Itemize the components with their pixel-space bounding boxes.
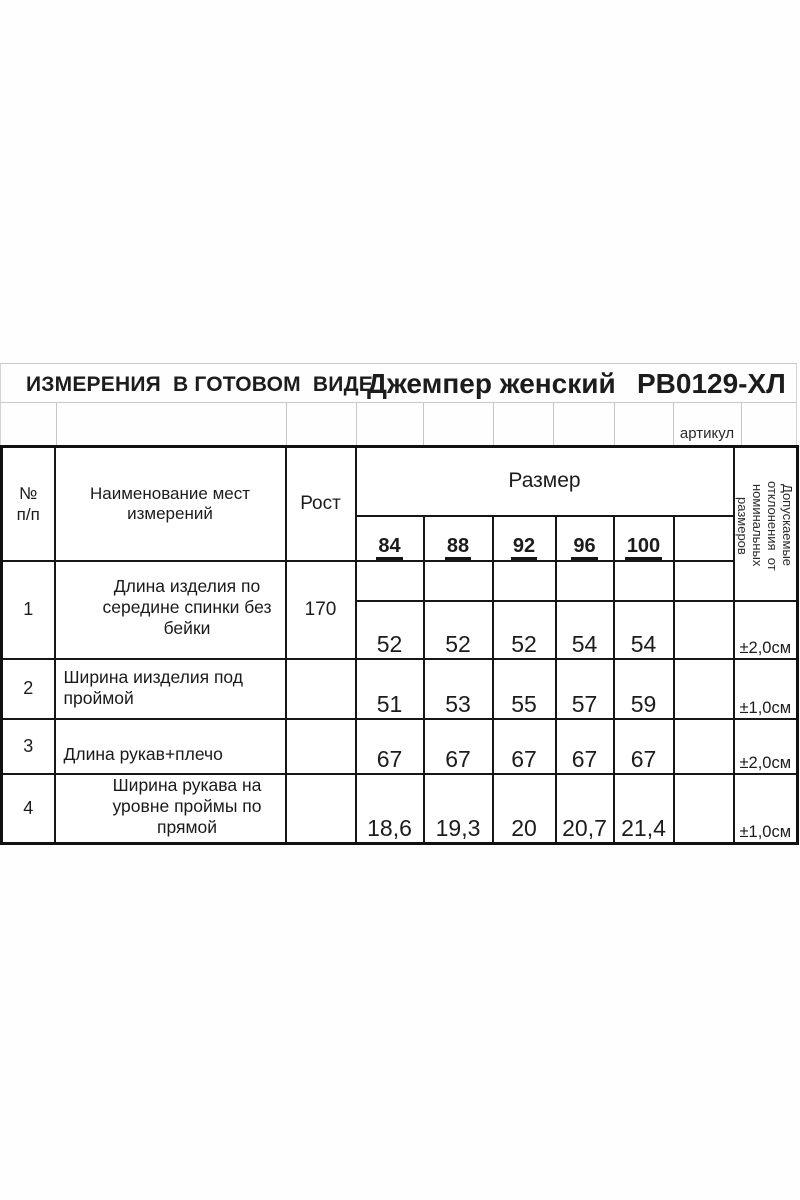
number-header-line1: № <box>19 483 38 503</box>
row1-height: 170 <box>286 561 356 659</box>
row4-value-size92: 20 <box>493 774 556 844</box>
row4-height <box>286 774 356 844</box>
size-header-blank <box>674 516 734 561</box>
product-article-code: РВ0129-ХЛ <box>637 368 786 399</box>
row4-blank-cell <box>674 774 734 844</box>
row3-value-size96: 67 <box>556 719 614 774</box>
row1-value-size84: 52 <box>356 601 424 659</box>
row3-value-size100: 67 <box>614 719 674 774</box>
col-header-number <box>2 447 55 561</box>
tolerance-line: размеров <box>735 496 751 555</box>
row2-blank-cell <box>674 659 734 719</box>
row1-spacer-cell <box>674 561 734 601</box>
size-value: 100 <box>625 536 662 560</box>
row2-number: 2 <box>2 659 55 719</box>
row2-value-size92: 55 <box>493 659 556 719</box>
row2-value-size88: 53 <box>424 659 493 719</box>
row3-number: 3 <box>2 719 55 774</box>
grid-line <box>741 403 742 445</box>
size-value: 84 <box>376 536 402 560</box>
row1-value-size88: 52 <box>424 601 493 659</box>
tolerance-line: отклонения от <box>765 480 781 571</box>
row2-height <box>286 659 356 719</box>
tolerance-header-rotated-text <box>735 448 797 598</box>
size-header-88 <box>424 516 493 561</box>
size-value: 96 <box>571 536 597 560</box>
row1-blank-cell <box>674 601 734 659</box>
col-header-size-group: Размер <box>356 447 734 516</box>
row1-spacer-cell <box>556 561 614 601</box>
size-header-92 <box>493 516 556 561</box>
row2-value-size100: 59 <box>614 659 674 719</box>
row3-tolerance: ±2,0см <box>734 719 798 774</box>
row1-value-size96: 54 <box>556 601 614 659</box>
article-strip <box>0 403 797 445</box>
row3-measurement-name: Длина рукав+плечо <box>55 719 286 774</box>
row1-value-size92: 52 <box>493 601 556 659</box>
col-header-height: Рост <box>286 447 356 561</box>
row3-value-size92: 67 <box>493 719 556 774</box>
row3-blank-cell <box>674 719 734 774</box>
row2-tolerance: ±1,0см <box>734 659 798 719</box>
size-value: 88 <box>445 536 471 560</box>
row4-tolerance: ±1,0см <box>734 774 798 844</box>
size-header-96 <box>556 516 614 561</box>
row2-measurement-name: Ширина иизделия под проймой <box>55 659 286 719</box>
number-header-line2: п/п <box>16 504 40 524</box>
row1-spacer-cell <box>614 561 674 601</box>
row1-spacer-cell <box>493 561 556 601</box>
row4-value-size88: 19,3 <box>424 774 493 844</box>
sheet-title: ИЗМЕРЕНИЯ В ГОТОВОМ ВИДЕ <box>26 373 373 396</box>
tolerance-line: Допускаемые <box>780 484 796 567</box>
row3-value-size84: 67 <box>356 719 424 774</box>
row4-measurement-name: Ширина рукава на уровне проймы по прямой <box>55 774 286 844</box>
row1-tolerance: ±2,0см <box>734 601 798 659</box>
row4-value-size84: 18,6 <box>356 774 424 844</box>
grid-line <box>286 403 287 445</box>
article-label: артикул <box>679 425 735 442</box>
grid-line <box>356 403 357 445</box>
col-header-measurement-name: Наименование мест измерений <box>55 447 286 561</box>
product-name: Джемпер женский <box>367 368 616 399</box>
row2-value-size84: 51 <box>356 659 424 719</box>
row3-height <box>286 719 356 774</box>
row1-number: 1 <box>2 561 55 659</box>
col-header-tolerance <box>734 447 798 601</box>
row1-value-size100: 54 <box>614 601 674 659</box>
grid-line <box>423 403 424 445</box>
row3-value-size88: 67 <box>424 719 493 774</box>
row1-measurement-name: Длина изделия по середине спинки без бейки <box>55 561 286 659</box>
grid-line <box>56 403 57 445</box>
grid-line <box>553 403 554 445</box>
row2-value-size96: 57 <box>556 659 614 719</box>
row1-spacer-cell <box>356 561 424 601</box>
grid-line <box>493 403 494 445</box>
row4-number: 4 <box>2 774 55 844</box>
tolerance-line: номинальных <box>750 484 766 567</box>
row4-value-size100: 21,4 <box>614 774 674 844</box>
measurements-table <box>0 445 799 845</box>
row1-spacer-cell <box>424 561 493 601</box>
row4-value-size96: 20,7 <box>556 774 614 844</box>
title-band <box>0 363 797 403</box>
size-header-84 <box>356 516 424 561</box>
size-value: 92 <box>511 536 537 560</box>
size-header-100 <box>614 516 674 561</box>
grid-line <box>614 403 615 445</box>
